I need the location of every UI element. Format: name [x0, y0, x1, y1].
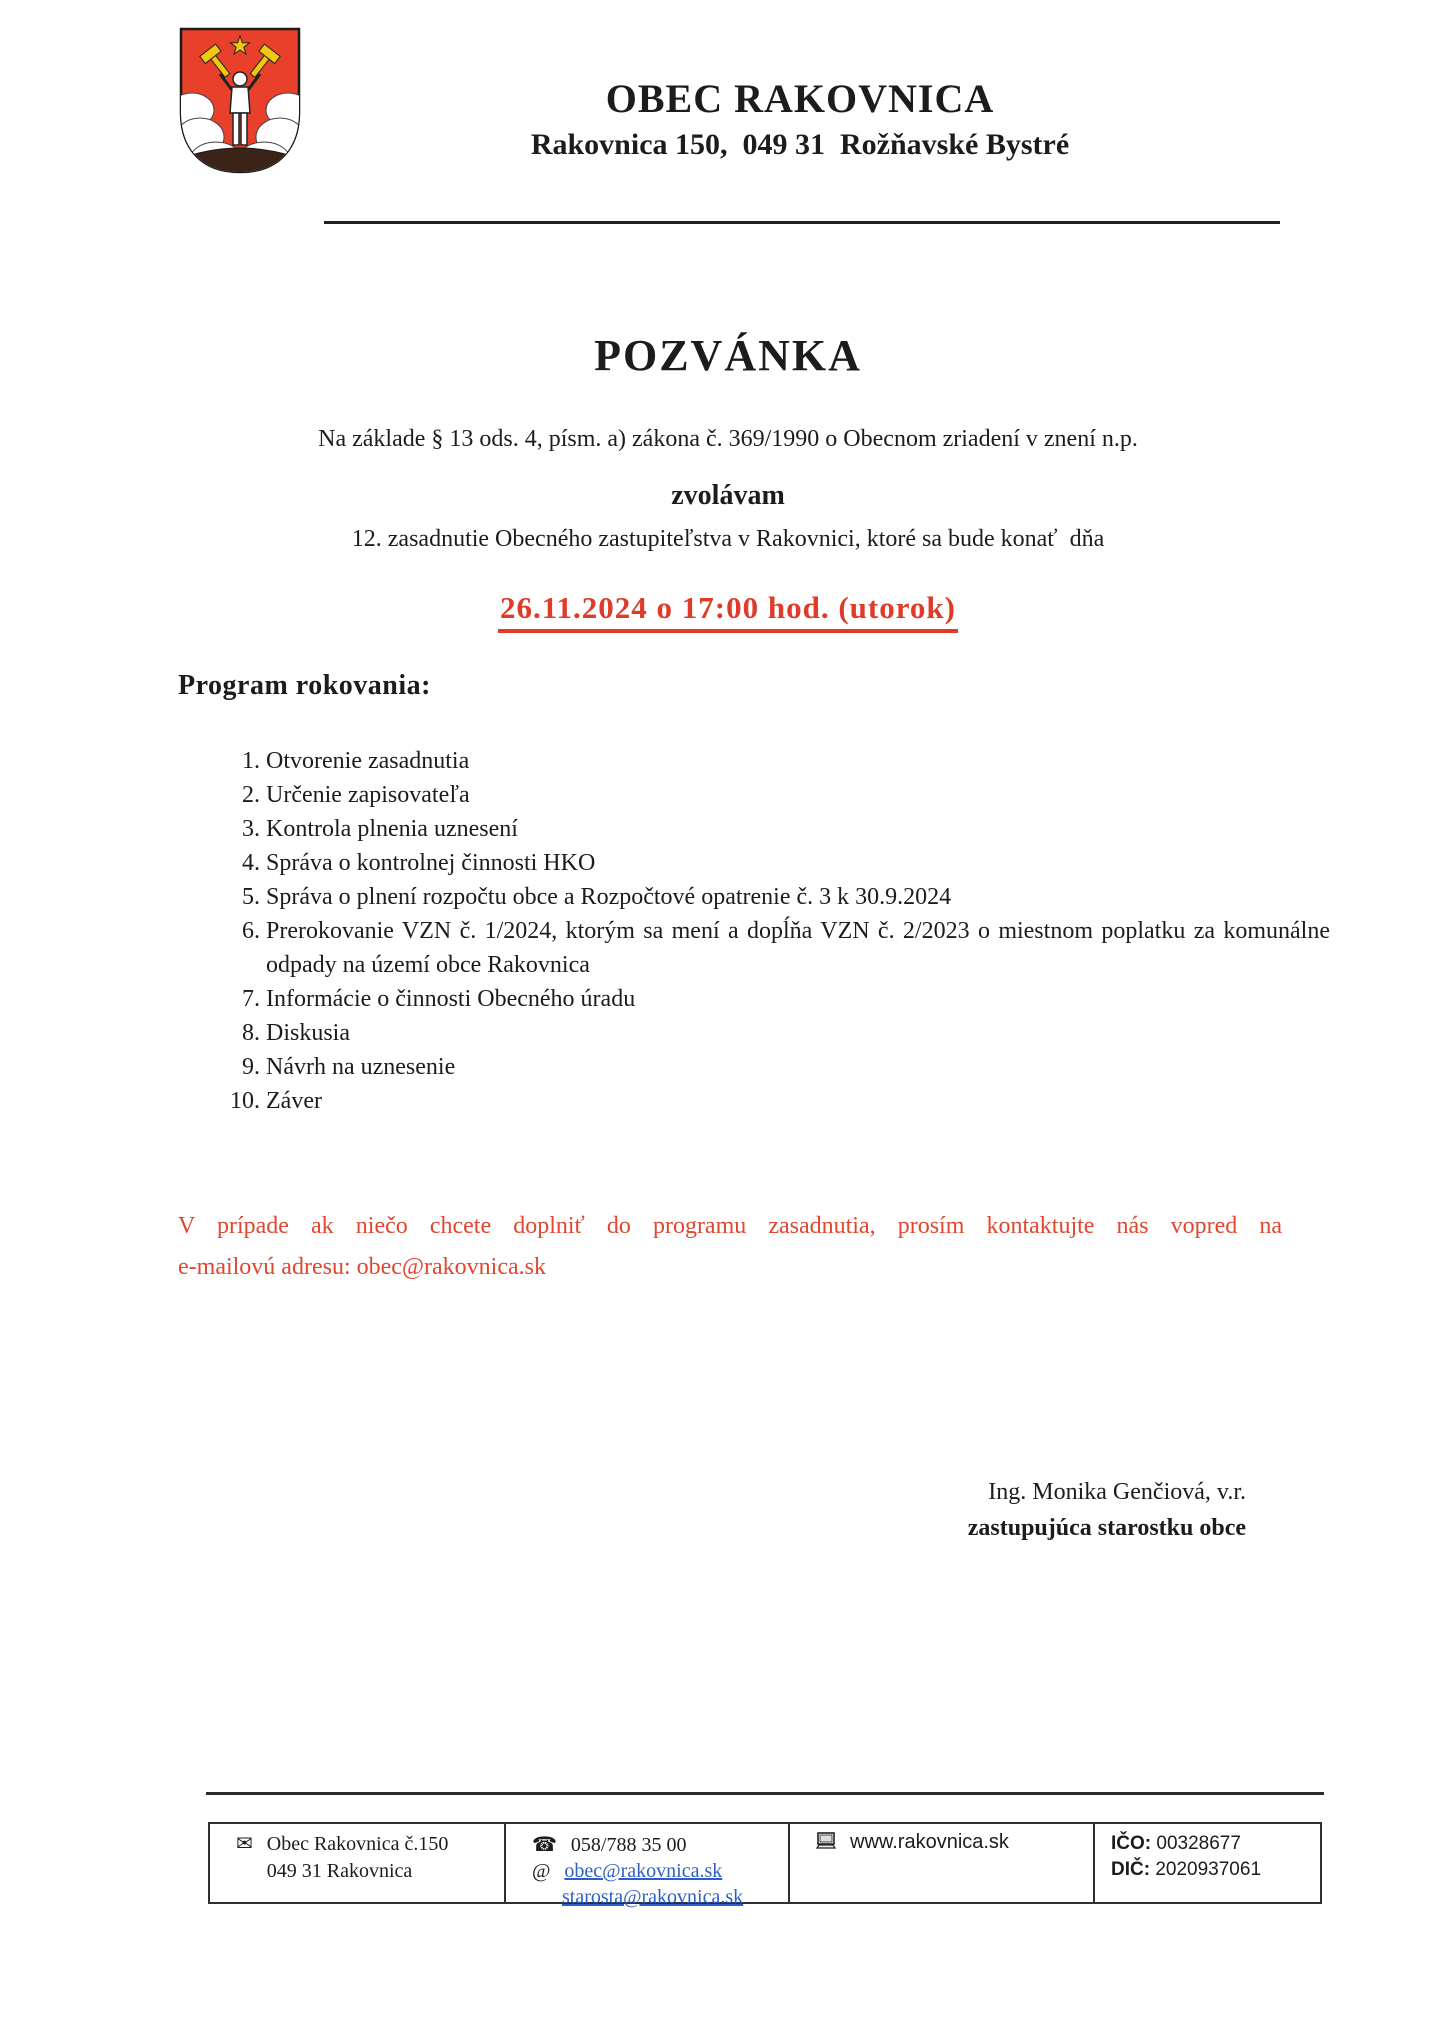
ico-value: 00328677: [1156, 1833, 1241, 1854]
coat-of-arms-graphic: [176, 24, 304, 176]
org-name: OBEC RAKOVNICA: [605, 76, 995, 121]
contact-note-line2: e-mailovú adresu: obec@rakovnica.sk: [178, 1254, 546, 1280]
footer-phone-email-cell: [506, 1824, 790, 1908]
footer-divider: [206, 1792, 1324, 1795]
computer-icon: [816, 1831, 836, 1902]
agenda-heading: Program rokovania:: [178, 670, 431, 701]
meeting-datetime-text: 26.11.2024 o 17:00 hod. (utorok): [498, 590, 958, 633]
agenda-item: 8. Diskusia: [266, 1016, 1330, 1050]
dic-label: DIČ:: [1111, 1859, 1151, 1880]
footer-website: www.rakovnica.sk: [850, 1831, 1009, 1853]
contact-note: [178, 1206, 1282, 1288]
footer-website-cell: [790, 1824, 1095, 1902]
envelope-icon: ✉: [236, 1831, 253, 1855]
agenda-item: 5. Správa o plnení rozpočtu obce a Rozpočtové opatrenie č. 3 k 30.9.2024: [266, 880, 1330, 914]
dic-value: 2020937061: [1155, 1859, 1262, 1880]
meeting-datetime: [176, 590, 1280, 633]
letterhead: [380, 74, 1220, 166]
convene-text: zvolávam: [671, 480, 785, 511]
agenda-item: 9. Návrh na uznesenie: [266, 1050, 1330, 1084]
footer-address-cell: [210, 1824, 506, 1902]
agenda-item: 3. Kontrola plnenia uznesení: [266, 812, 1330, 846]
footer-address-line2: 049 31 Rakovnica: [266, 1860, 413, 1882]
coat-of-arms: [176, 24, 304, 176]
telephone-icon: ☎: [532, 1832, 557, 1856]
footer-contact-table: [208, 1822, 1322, 1908]
agenda-item: 2. Určenie zapisovateľa: [266, 778, 1330, 812]
session-line: 12. zasadnutie Obecného zastupiteľstva v Rakovnici, ktoré sa bude konať dňa: [351, 526, 1105, 552]
footer-email-starosta[interactable]: starosta@rakovnica.sk: [562, 1886, 744, 1908]
at-sign-icon: @: [532, 1860, 551, 1882]
agenda-item: 4. Správa o kontrolnej činnosti HKO: [266, 846, 1330, 880]
legal-basis-text: Na základe § 13 ods. 4, písm. a) zákona č. 369/1990 o Obecnom zriadení v znení n.p.: [318, 426, 1138, 452]
contact-note-line1: V prípade ak niečo chcete doplniť do programu zasadnutia, prosím kontaktujte nás vopred na: [178, 1213, 1282, 1239]
footer-address-line1: Obec Rakovnica č.150: [266, 1833, 449, 1855]
footer-phone: 058/788 35 00: [570, 1834, 687, 1856]
header-divider: [324, 221, 1280, 224]
agenda-item: 6. Prerokovanie VZN č. 1/2024, ktorým sa mení a dopĺňa VZN č. 2/2023 o miestnom poplatku za komunálne odpady na území obce Rakovnica: [266, 914, 1330, 982]
agenda-item: 1. Otvorenie zasadnutia: [266, 744, 1330, 778]
agenda-item: 7. Informácie o činnosti Obecného úradu: [266, 982, 1330, 1016]
footer-email-obec[interactable]: obec@rakovnica.sk: [564, 1860, 723, 1882]
signature-block: [600, 1474, 1246, 1546]
page-title: POZVÁNKA: [594, 331, 862, 380]
agenda-item: 10. Záver: [266, 1084, 1330, 1118]
footer-registration-cell: [1095, 1824, 1320, 1902]
agenda-list: [218, 744, 1330, 1118]
org-address: Rakovnica 150, 049 31 Rožňavské Bystré: [530, 128, 1070, 161]
ico-label: IČO:: [1111, 1833, 1152, 1854]
signer-name: Ing. Monika Genčiová, v.r.: [988, 1479, 1246, 1505]
signer-role: zastupujúca starostku obce: [967, 1515, 1246, 1541]
